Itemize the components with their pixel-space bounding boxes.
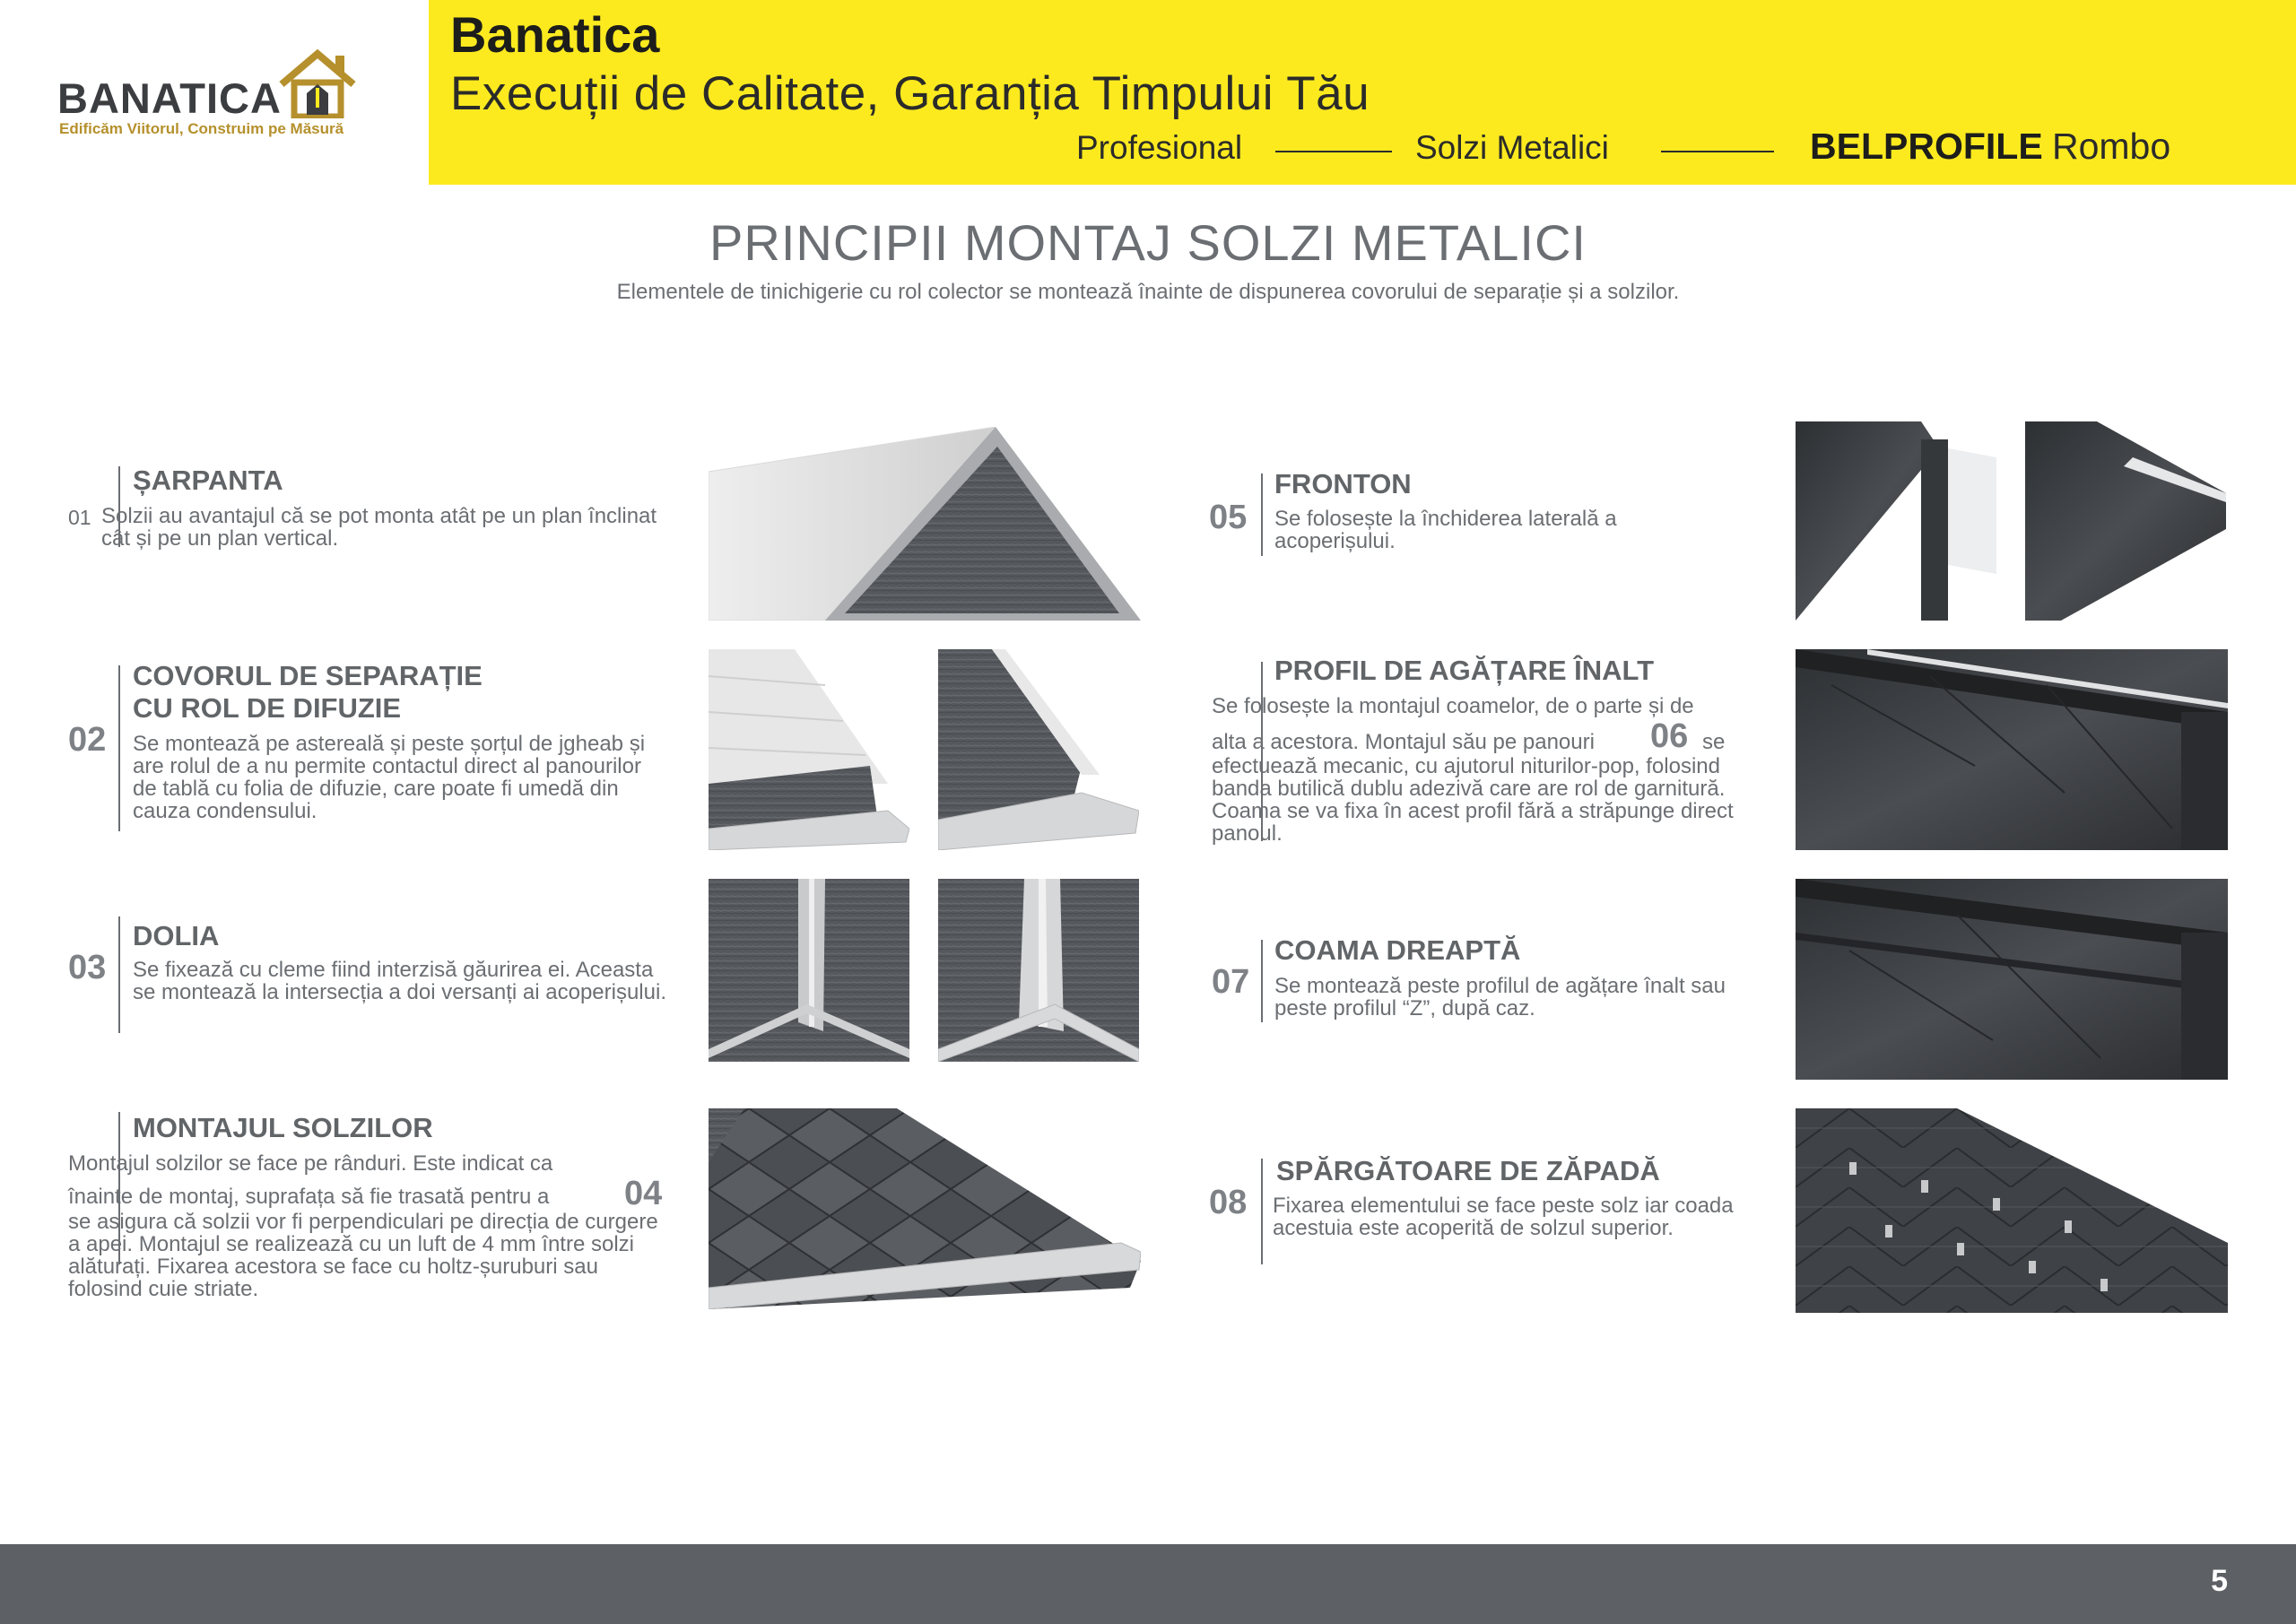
brand-title: Banatica (450, 6, 660, 63)
logo-tagline: Edificăm Viitorul, Construim pe Măsură (59, 120, 344, 137)
coama-dreapta-image (1796, 879, 2228, 1080)
sarpanta-image (709, 427, 1141, 621)
montaj-solzi-image (709, 1108, 1141, 1309)
product-model: Rombo (2051, 126, 2171, 167)
product-name: BELPROFILE (1810, 126, 2043, 167)
dolia-image-1 (709, 879, 909, 1062)
step-number: 05 (1209, 499, 1248, 536)
step-divider (1261, 1159, 1263, 1264)
step-body: efectuează mecanic, cu ajutorul niturilor-pop, folosind banda butilică dublu adezivă care are rol de garnitură. Coama se va fixa în acest profil fără a străpunge direct panoul. (1212, 754, 1734, 846)
fronton-image-2 (2025, 421, 2226, 621)
step-body: Fixarea elementului se face peste solz iar coada acestuia este acoperită de solzul superior. (1273, 1194, 1734, 1240)
page-subtitle: Elementele de tinichigerie cu rol colector se montează înainte de dispunerea covorului de separație și a solzilor. (616, 280, 1680, 304)
step-number: 08 (1209, 1184, 1248, 1221)
step-number: 04 (624, 1175, 663, 1212)
step-heading: PROFIL DE AGĂȚARE ÎNALT (1274, 655, 1655, 686)
step-body: Se fixează cu cleme fiind interzisă găurirea ei. Aceasta se montează la intersecția a doi versanți ai acoperișului. (133, 958, 666, 1004)
step-body: se asigura că solzii vor fi perpendiculari pe direcția de curgere a apei. Montajul se realizează cu un luft de 4 mm între solzi alăturați. Fixarea acestora se face cu holtz-șuruburi sau folosind cuie striate. (68, 1210, 658, 1301)
step-number: 06 (1650, 717, 1689, 755)
step-divider (1261, 473, 1263, 556)
step-heading: CU ROL DE DIFUZIE (133, 692, 402, 724)
step-heading: COVORUL DE SEPARAȚIE (133, 660, 483, 691)
step-body: Se montează peste profilul de agățare înalt sau peste profilul “Z”, după caz. (1274, 974, 1726, 1020)
step-divider (1261, 940, 1263, 1022)
step-body: se (1702, 730, 1726, 754)
step-heading: DOLIA (133, 920, 220, 951)
breadcrumb-profesional[interactable]: Profesional (1076, 129, 1243, 166)
breadcrumb-separator (1275, 151, 1392, 152)
page-title: PRINCIPII MONTAJ SOLZI METALICI (709, 214, 1587, 271)
step-body: înainte de montaj, suprafața să fie trasată pentru a (68, 1185, 550, 1209)
step-divider (118, 665, 120, 831)
spargatoare-zapada-image (1796, 1108, 2228, 1313)
fronton-image-1 (1796, 421, 1996, 621)
footer (0, 1544, 2296, 1624)
step-heading: SPĂRGĂTOARE DE ZĂPADĂ (1276, 1155, 1660, 1186)
profil-agatare-image (1796, 649, 2228, 850)
breadcrumb-separator (1661, 151, 1774, 152)
covor-image-2 (938, 649, 1139, 850)
step-heading: COAMA DREAPTĂ (1274, 934, 1521, 966)
step-body: Se folosește la montajul coamelor, de o parte și de (1212, 694, 1694, 718)
step-divider (118, 916, 120, 1033)
step-body: Solzii au avantajul că se pot monta atât pe un plan înclinat cât și pe un plan vertical. (101, 504, 657, 551)
logo-wordmark: BANATICA (57, 74, 282, 122)
step-body: Montajul solzilor se face pe rânduri. Este indicat ca (68, 1151, 553, 1176)
covor-image-1 (709, 649, 909, 850)
step-heading: MONTAJUL SOLZILOR (133, 1112, 433, 1143)
step-body: Se folosește la închiderea laterală a acoperișului. (1274, 507, 1617, 553)
brand-slogan: Execuții de Calitate, Garanția Timpului Tău (450, 67, 1370, 120)
step-heading: FRONTON (1274, 468, 1412, 499)
step-number: 07 (1212, 963, 1250, 1001)
dolia-image-2 (938, 879, 1139, 1062)
breadcrumb-solzi-metalici[interactable]: Solzi Metalici (1415, 129, 1609, 166)
step-body: alta a acestora. Montajul său pe panouri (1212, 730, 1595, 754)
step-number: 01 (68, 506, 91, 529)
breadcrumb-product (1810, 126, 2170, 168)
step-body: Se montează pe astereală și peste șorțul de jgheab și are rolul de a nu permite contactul direct al panourilor de tablă cu folia de difuzie, care poate fi umedă din cauza condensului. (133, 732, 646, 823)
house-logo-icon (276, 48, 359, 118)
step-number: 02 (68, 721, 107, 759)
step-heading: ȘARPANTA (133, 465, 283, 496)
logo (0, 0, 429, 185)
page-number: 5 (2211, 1564, 2228, 1598)
step-number: 03 (68, 949, 107, 986)
